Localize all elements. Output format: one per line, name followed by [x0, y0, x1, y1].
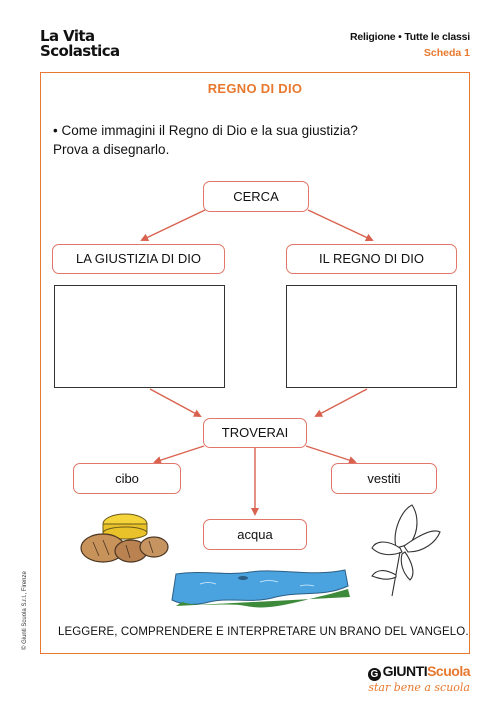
logo-line-2: Scolastica — [40, 42, 120, 60]
box-giustizia: LA GIUSTIZIA DI DIO — [52, 244, 225, 274]
box-cibo: cibo — [73, 463, 181, 494]
box-regno: IL REGNO DI DIO — [286, 244, 457, 274]
arrow-cerca-to-giustizia — [142, 210, 205, 240]
worksheet-title: REGNO DI DIO — [207, 81, 303, 96]
box-cerca: CERCA — [203, 181, 309, 212]
learning-objective: LEGGERE, COMPRENDERE E INTERPRETARE UN BRANO DEL VANGELO. — [58, 626, 469, 638]
arrow-troverai-to-vestiti — [306, 446, 355, 462]
brand-accent-text: Scuola — [427, 663, 470, 679]
box-acqua: acqua — [203, 519, 307, 550]
river-illustration — [172, 570, 350, 607]
publisher-logo-icon: G — [368, 668, 381, 681]
arrow-troverai-to-cibo — [155, 446, 204, 462]
drawing-area-regno[interactable] — [286, 285, 457, 388]
prompt-line-1: • Come immagini il Regno di Dio e la sua giustizia? — [53, 123, 358, 138]
subject-label: Religione • Tutte le classi — [349, 31, 470, 43]
arrow-giustizia-to-troverai — [150, 389, 200, 416]
arrow-regno-to-troverai — [316, 389, 367, 416]
prompt-line-2: Prova a disegnarlo. — [53, 142, 170, 157]
brand-main-text: GIUNTI — [382, 663, 428, 679]
publisher-logo — [368, 663, 470, 681]
flower-illustration — [372, 505, 440, 596]
publisher-brand — [368, 663, 470, 694]
sheet-label: Scheda 1 — [423, 47, 470, 59]
bread-illustration — [81, 514, 168, 562]
drawing-area-giustizia[interactable] — [54, 285, 225, 388]
arrow-cerca-to-regno — [308, 210, 372, 240]
box-vestiti: vestiti — [331, 463, 437, 494]
box-troverai: TROVERAI — [203, 418, 307, 448]
logo-line-1: La Vita — [40, 27, 95, 45]
brand-tagline: star bene a scuola — [368, 681, 470, 694]
copyright-note: © Giunti Scuola S.r.l., Firenze — [22, 571, 28, 650]
